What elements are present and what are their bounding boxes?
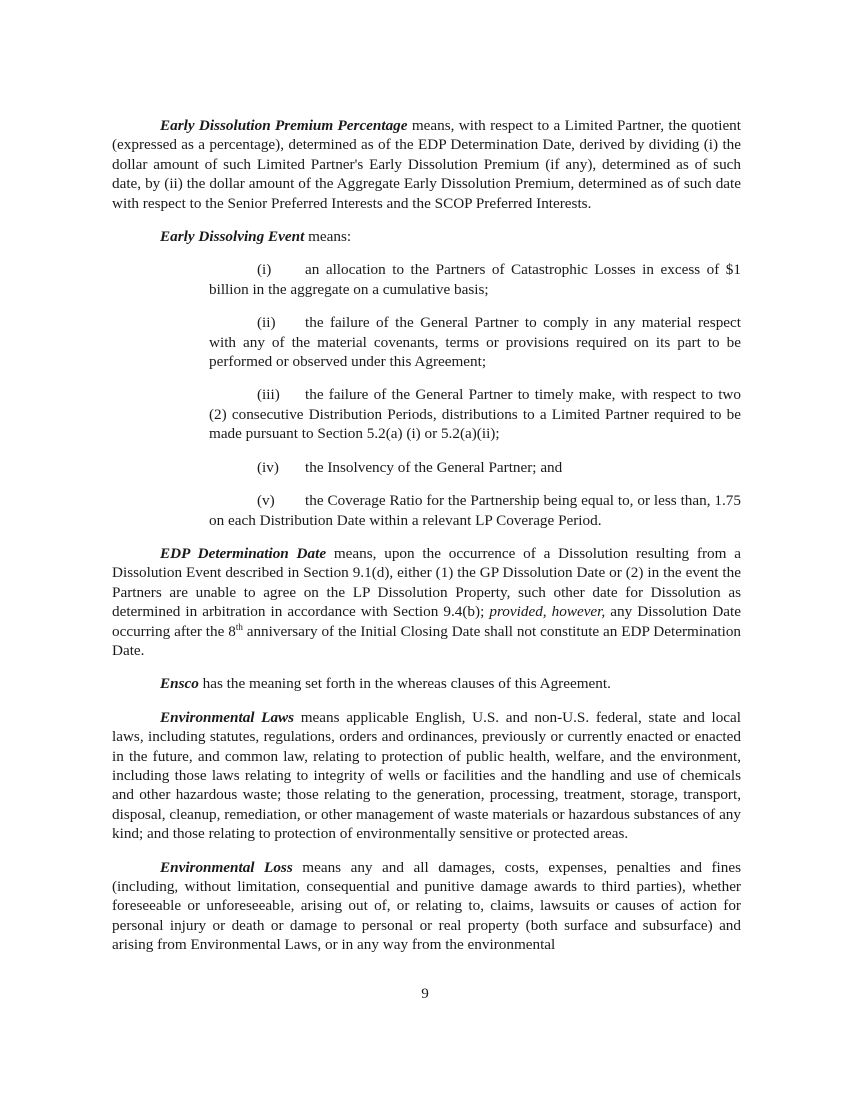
clause-list: [209, 260, 741, 529]
clause-text: an allocation to the Partners of Catastrophic Losses in excess of $1 billion in the aggregate on a cumulative basis;: [209, 261, 741, 298]
clause-item: [209, 313, 741, 371]
definition-text: means, upon the occurrence of a Dissolution resulting from a Dissolution Event described in Section 9.1(d), either (1) the GP Dissolution Date or (2) in the event the Partners are unable to agree on the LP Dissolution Property, such other date for Dissolution as determined in arbitration in accordance with Section 9.4(b);: [112, 544, 741, 621]
clause-number: (i): [257, 261, 272, 279]
italic-proviso: provided, however,: [489, 603, 606, 621]
definition-environmental-loss: [112, 858, 741, 955]
defined-term: Environmental Laws: [160, 708, 295, 726]
definition-text: anniversary of the Initial Closing Date shall not constitute an EDP Determination Date.: [112, 622, 742, 659]
definition-text: means:: [304, 228, 352, 246]
clause-item: [209, 458, 741, 477]
clause-number: (ii): [257, 314, 276, 332]
defined-term: Environmental Loss: [160, 858, 293, 876]
clause-text: the failure of the General Partner to timely make, with respect to two (2) consecutive Distribution Periods, distributions to a Limited Partner required to be made pursuant to Section 5.2(a) (i) or 5.2(a)(ii);: [209, 386, 741, 443]
clause-number: (v): [257, 492, 275, 510]
clause-text: the Insolvency of the General Partner; and: [305, 458, 563, 476]
clause-item: [209, 491, 741, 530]
document-page: [112, 116, 741, 969]
definition-text: has the meaning set forth in the whereas clauses of this Agreement.: [198, 675, 611, 693]
definition-edp-percentage: [112, 116, 741, 213]
definition-text: means any and all damages, costs, expenses, penalties and fines (including, without limitation, consequential and punitive damage awards to third parties), whether foreseeable or unforeseeable, arising out of, or relating to, claims, lawsuits or causes of action for personal injury or death or damage to personal or real property (both surface and subsurface) and arising from Environmental Laws, or in any way from the environmental: [112, 858, 741, 954]
definition-text: any Dissolution Date occurring after the 8: [112, 603, 741, 640]
definition-edp-determination-date: [112, 544, 741, 660]
definition-environmental-laws: [112, 708, 741, 844]
page-number: 9: [421, 985, 429, 1002]
definition-ensco: [112, 674, 741, 693]
clause-number: (iii): [257, 386, 280, 404]
defined-term: Early Dissolving Event: [160, 228, 305, 246]
defined-term: Early Dissolution Premium Percentage: [160, 117, 408, 134]
clause-item: [209, 385, 741, 443]
defined-term: Ensco: [160, 675, 199, 693]
defined-term: EDP Determination Date: [160, 544, 327, 562]
clause-item: [209, 260, 741, 299]
clause-number: (iv): [257, 458, 279, 476]
clause-text: the failure of the General Partner to comply in any material respect with any of the material covenants, terms or provisions required on its part to be performed or observed under this Agreement;: [209, 314, 741, 371]
definition-text: means applicable English, U.S. and non-U.S. federal, state and local laws, including statutes, regulations, orders and ordinances, previously or currently enacted or enacted in the future, and common law, relating to protection of public health, welfare, and the environment, including those laws relating to integrity of wells or facilities and the handling and use of chemicals and other hazardous waste; those relating to the generation, processing, treatment, storage, transport, disposal, cleanup, remediation, or other management of waste materials or hazardous substances of any kind; and those relating to protection of environmentally sensitive or protected areas.: [112, 708, 741, 843]
definition-text: means, with respect to a Limited Partner, the quotient (expressed as a percentage), determined as of the EDP Determination Date, derived by dividing (i) the dollar amount of such Limited Partner's Early Dissolution Premium (if any), determined as of such date, by (ii) the dollar amount of the Aggregate Early Dissolution Premium, determined as of such date with respect to the Senior Preferred Interests and the SCOP Preferred Interests.: [112, 117, 741, 212]
ordinal-superscript: th: [235, 621, 243, 632]
definition-early-dissolving-event: [112, 227, 741, 246]
clause-text: the Coverage Ratio for the Partnership being equal to, or less than, 1.75 on each Distribution Date within a relevant LP Coverage Period.: [209, 492, 741, 529]
